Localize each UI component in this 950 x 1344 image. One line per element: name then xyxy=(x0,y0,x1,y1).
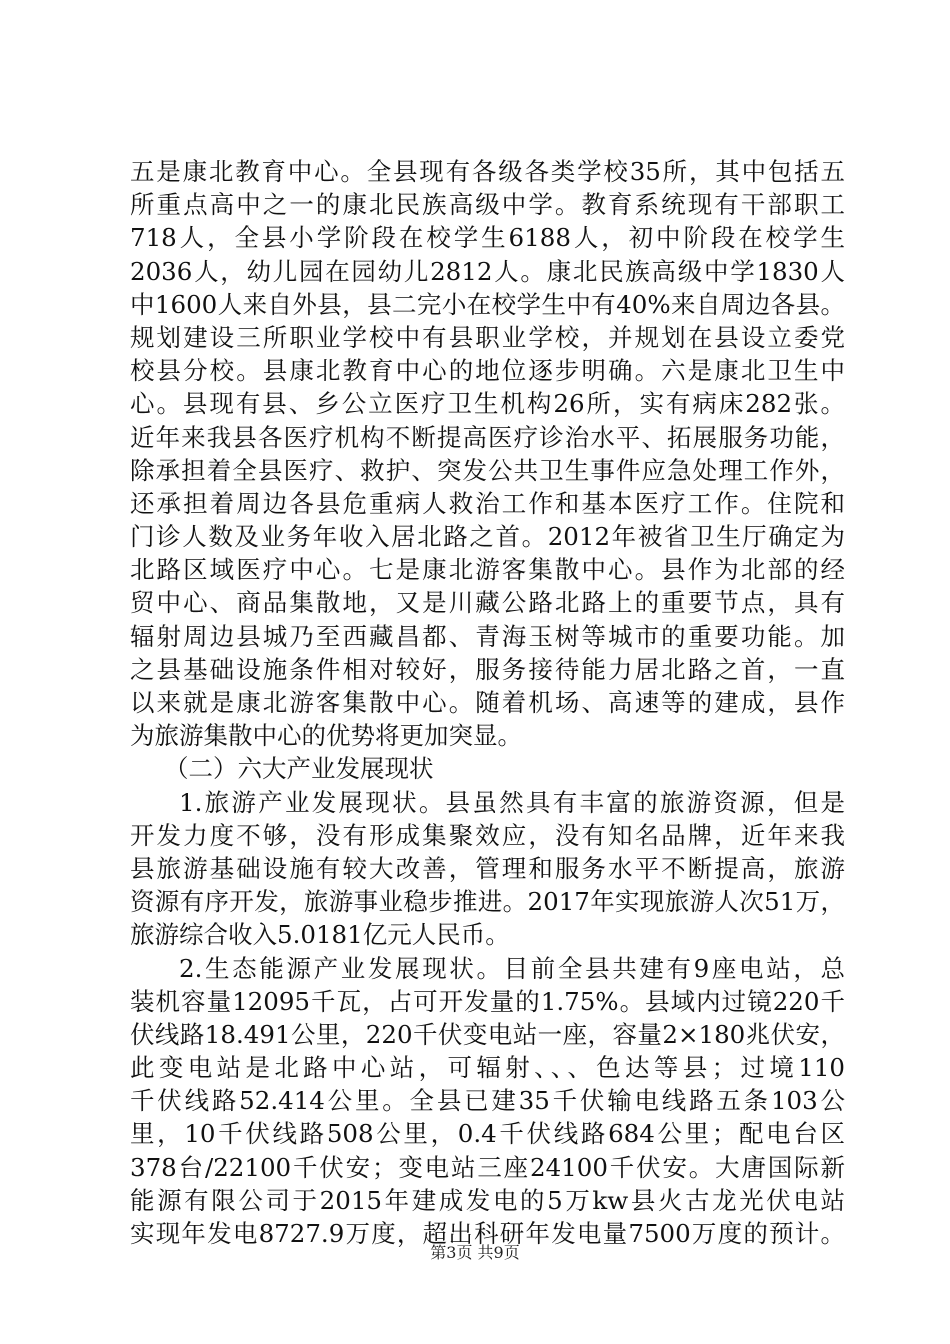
text-line: 1.旅游产业发展现状。县虽然具有丰富的旅游资源，但是 xyxy=(179,787,845,817)
text-line: 校县分校。县康北教育中心的地位逐步明确。六是康北卫生中 xyxy=(130,356,845,386)
text-line: 此变电站是北路中心站，可辐射、、、色达等县；过境110 xyxy=(130,1053,845,1083)
text-line: 以来就是康北游客集散中心。随着机场、高速等的建成，县作 xyxy=(130,688,845,717)
text-line: 贸中心、商品集散地，又是川藏公路北路上的重要节点，具有 xyxy=(130,588,845,618)
paragraph-education-health-tourism xyxy=(130,155,845,752)
text-line: 开发力度不够，没有形成集聚效应，没有知名品牌，近年来我 xyxy=(130,820,845,850)
text-line: 千伏线路52.414公里。全县已建35千伏输电线路五条103公 xyxy=(130,1086,845,1116)
text-line: 所重点高中之一的康北民族高级中学。教育系统现有干部职工 xyxy=(130,190,845,220)
text-line: 规划建设三所职业学校中有县职业学校，并规划在县设立委党 xyxy=(130,322,845,352)
text-line: 2.生态能源产业发展现状。目前全县共建有9座电站，总 xyxy=(179,953,845,983)
text-line: 能源有限公司于2015年建成发电的5万kw县火古龙光伏电站 xyxy=(130,1185,845,1215)
text-line: 为旅游集散中心的优势将更加突显。 xyxy=(130,721,522,751)
text-line: 北路区域医疗中心。七是康北游客集散中心。县作为北部的经 xyxy=(130,555,845,585)
text-line: 心。县现有县、乡公立医疗卫生机构26所，实有病床282张。 xyxy=(130,389,845,419)
text-line: 之县基础设施条件相对较好，服务接待能力居北路之首，一直 xyxy=(130,654,845,684)
text-line: 718人，全县小学阶段在校学生6188人，初中阶段在校学生 xyxy=(130,223,845,253)
text-line: 实现年发电8727.9万度，超出科研年发电量7500万度的预计。 xyxy=(130,1219,845,1248)
paragraph-energy-industry xyxy=(130,952,845,1251)
page-number-footer: 第3页 共9页 xyxy=(430,1243,520,1262)
section-heading: （二）六大产业发展现状 xyxy=(164,754,434,784)
text-line: 还承担着周边各县危重病人救治工作和基本医疗工作。住院和 xyxy=(130,488,845,518)
text-line: 资源有序开发，旅游事业稳步推进。2017年实现旅游人次51万， xyxy=(130,887,845,917)
text-line: 378台/22100千伏安；变电站三座24100千伏安。大唐国际新 xyxy=(130,1152,845,1182)
text-line: 除承担着全县医疗、救护、突发公共卫生事件应急处理工作外， xyxy=(130,455,845,485)
text-line: 旅游综合收入5.0181亿元人民币。 xyxy=(130,920,510,950)
text-line: 五是康北教育中心。全县现有各级各类学校35所，其中包括五 xyxy=(130,157,845,186)
text-line: 里，10千伏线路508公里，0.4千伏线路684公里；配电台区 xyxy=(130,1119,845,1149)
text-line: 2036人，幼儿园在园幼儿2812人。康北民族高级中学1830人 xyxy=(130,256,845,286)
text-line: 伏线路18.491公里，220千伏变电站一座，容量2×180兆伏安， xyxy=(130,1019,845,1049)
text-line: 装机容量12095千瓦，占可开发量的1.75%。县域内过镜220千 xyxy=(130,986,845,1016)
text-line: 近年来我县各医疗机构不断提高医疗诊治水平、拓展服务功能， xyxy=(130,422,845,452)
document-body xyxy=(130,155,845,1250)
text-line: 县旅游基础设施有较大改善，管理和服务水平不断提高，旅游 xyxy=(130,853,845,883)
paragraph-tourism-industry xyxy=(130,786,845,952)
text-line: 中1600人来自外县，县二完小在校学生中有40%来自周边各县。 xyxy=(130,289,845,319)
text-line: 门诊人数及业务年收入居北路之首。2012年被省卫生厅确定为 xyxy=(130,522,845,552)
text-line: 辐射周边县城乃至西藏昌都、青海玉树等城市的重要功能。加 xyxy=(130,621,845,651)
